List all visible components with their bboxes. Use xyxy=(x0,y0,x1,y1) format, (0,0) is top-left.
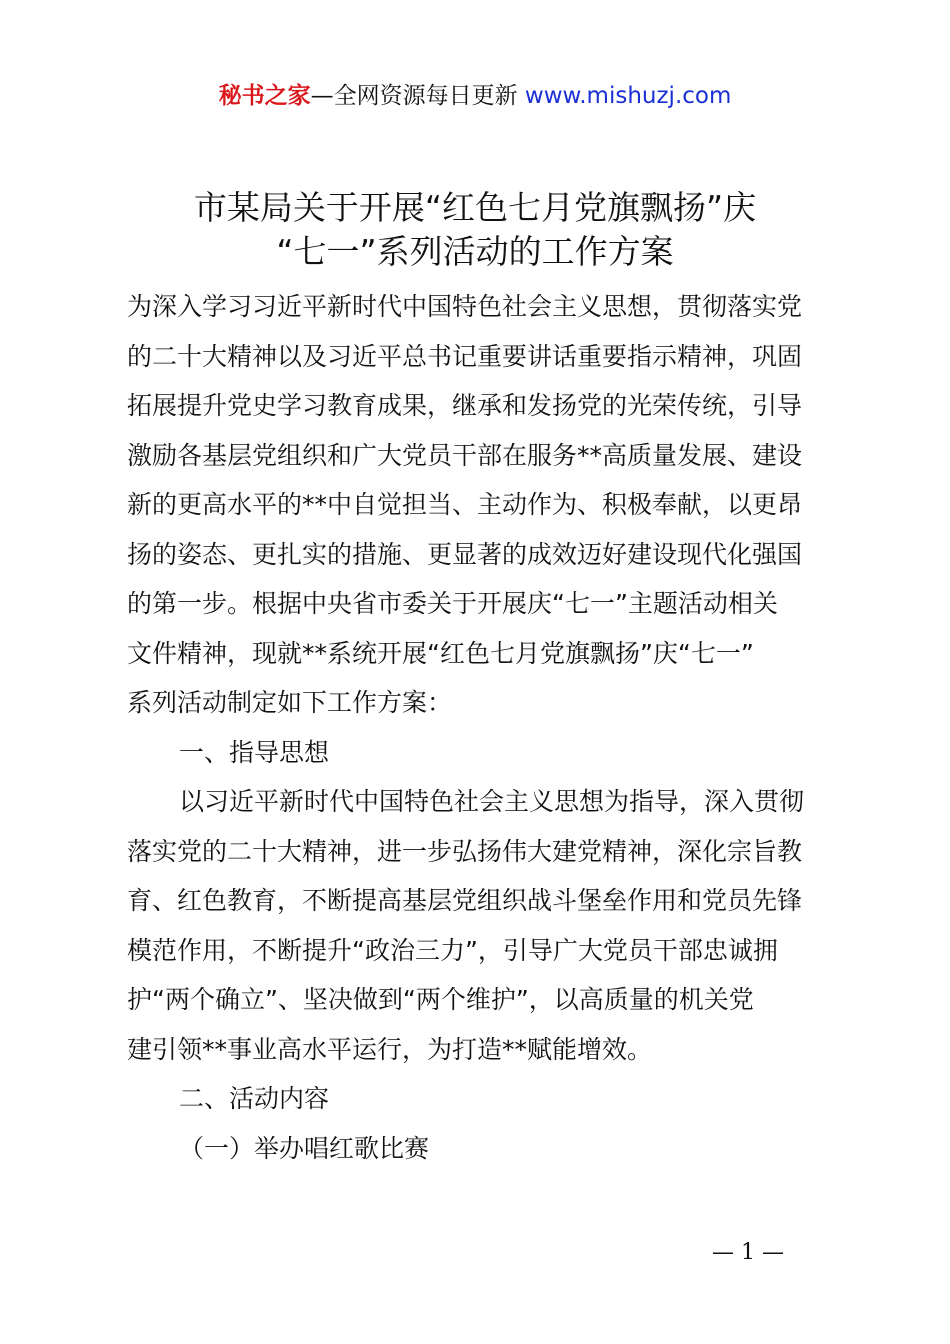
section1-line: 落实党的二十大精神，进一步弘扬伟大建党精神，深化宗旨教 xyxy=(127,836,803,866)
intro-line: 文件精神，现就**系统开展“红色七月党旗飘扬”庆“七一” xyxy=(127,638,754,668)
site-brand: 秘书之家 xyxy=(218,83,311,109)
section-heading-activity-content: 二、活动内容 xyxy=(179,1084,330,1113)
section1-line: 模范作用，不断提升“政治三力”，引导广大党员干部忠诚拥 xyxy=(127,935,778,965)
site-header xyxy=(0,80,950,112)
intro-line: 系列活动制定如下工作方案： xyxy=(127,688,453,717)
title-line-1: 市某局关于开展“红色七月党旗飘扬”庆 xyxy=(193,188,757,227)
section1-line: 育、红色教育，不断提高基层党组织战斗堡垒作用和党员先锋 xyxy=(127,886,803,915)
subsection-heading-red-song-contest: （一）举办唱红歌比赛 xyxy=(179,1133,430,1163)
section1-line: 护“两个确立”、坚决做到“两个维护”，以高质量的机关党 xyxy=(127,985,754,1014)
intro-line: 拓展提升党史学习教育成果，继承和发扬党的光荣传统，引导 xyxy=(127,391,803,420)
intro-line: 的二十大精神以及习近平总书记重要讲话重要指示精神，巩固 xyxy=(127,341,803,371)
intro-line: 扬的姿态、更扎实的措施、更显著的成效迈好建设现代化强国 xyxy=(127,539,803,569)
site-tagline: —全网资源每日更新 xyxy=(310,83,518,109)
section1-line: 建引领**事业高水平运行，为打造**赋能增效。 xyxy=(127,1034,653,1064)
intro-line: 新的更高水平的**中自觉担当、主动作为、积极奉献，以更昂 xyxy=(127,490,803,519)
document-body xyxy=(127,282,837,1173)
intro-line: 为深入学习习近平新时代中国特色社会主义思想，贯彻落实党 xyxy=(127,292,803,321)
intro-line: 激励各基层党组织和广大党员干部在服务**高质量发展、建设 xyxy=(127,440,803,470)
title-line-2: “七一”系列活动的工作方案 xyxy=(276,232,674,271)
section1-line: 以习近平新时代中国特色社会主义思想为指导，深入贯彻 xyxy=(179,787,805,816)
document-title xyxy=(60,186,890,274)
site-url-link[interactable]: www.mishuzj.com xyxy=(524,83,732,109)
page-number: — 1 — xyxy=(712,1240,784,1265)
section-heading-guiding-ideology: 一、指导思想 xyxy=(179,737,330,767)
intro-line: 的第一步。根据中央省市委关于开展庆“七一”主题活动相关 xyxy=(127,589,778,618)
